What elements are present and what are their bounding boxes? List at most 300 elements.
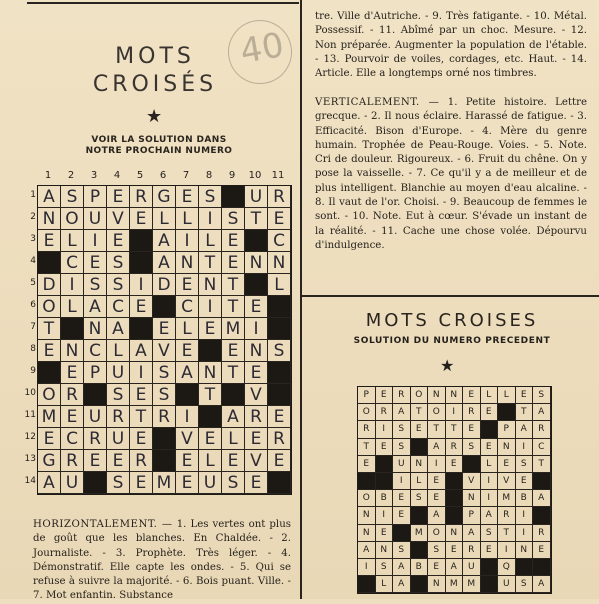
grid-cell: T xyxy=(222,296,245,318)
solution-top-rule xyxy=(302,295,599,297)
grid-cell: U xyxy=(199,472,222,494)
grid-cell: A xyxy=(358,542,376,559)
black-square xyxy=(533,473,551,490)
grid-cell: M xyxy=(446,576,464,593)
grid-cell: U xyxy=(463,559,481,576)
black-square xyxy=(376,456,394,473)
black-square xyxy=(446,490,464,507)
grid-cell: E xyxy=(84,450,107,472)
grid-cell: E xyxy=(446,456,464,473)
black-square xyxy=(533,507,551,524)
grid-cell: P xyxy=(84,362,107,384)
grid-cell: E xyxy=(393,490,411,507)
grid-cell: U xyxy=(107,428,130,450)
black-square xyxy=(222,186,245,208)
grid-cell: L xyxy=(222,428,245,450)
grid-cell: S xyxy=(268,340,291,362)
grid-cell: E xyxy=(516,473,534,490)
grid-cell: I xyxy=(376,421,394,438)
subtitle-line2: NOTRE PROCHAIN NUMERO xyxy=(85,146,233,156)
grid-cell: D xyxy=(38,274,61,296)
grid-cell: E xyxy=(481,439,499,456)
grid-cell: N xyxy=(446,525,464,542)
grid-cell: S xyxy=(107,384,130,406)
grid-cell: T xyxy=(411,404,429,421)
row-number: 5 xyxy=(30,278,36,288)
black-square xyxy=(84,472,107,494)
black-square xyxy=(268,362,291,384)
black-square xyxy=(463,456,481,473)
grid-cell: E xyxy=(481,542,499,559)
grid-cell: E xyxy=(38,428,61,450)
grid-cell: E xyxy=(376,439,394,456)
grid-cell: R xyxy=(61,384,84,406)
grid-cell: E xyxy=(268,450,291,472)
grid-cell: S xyxy=(153,384,176,406)
grid-cell: L xyxy=(176,208,199,230)
grid-cell: E xyxy=(393,507,411,524)
grid-cell: O xyxy=(38,296,61,318)
grid-cell: E xyxy=(222,340,245,362)
grid-cell: E xyxy=(199,428,222,450)
grid-cell: I xyxy=(481,490,499,507)
grid-cell: E xyxy=(61,362,84,384)
grid-cell: S xyxy=(222,208,245,230)
grid-cell: O xyxy=(428,525,446,542)
grid-cell: N xyxy=(376,542,394,559)
grid-cell: E xyxy=(481,404,499,421)
grid-cell: N xyxy=(176,252,199,274)
grid-cell: S xyxy=(428,542,446,559)
grid-cell: I xyxy=(199,208,222,230)
black-square xyxy=(411,576,429,593)
black-square xyxy=(481,576,499,593)
grid-cell: E xyxy=(130,296,153,318)
grid-cell: S xyxy=(199,186,222,208)
grid-cell: V xyxy=(176,428,199,450)
grid-cell: T xyxy=(222,274,245,296)
grid-cell: C xyxy=(61,252,84,274)
grid-cell: C xyxy=(533,439,551,456)
grid-cell: N xyxy=(61,340,84,362)
grid-cell: A xyxy=(516,421,534,438)
black-square xyxy=(153,450,176,472)
black-square xyxy=(358,576,376,593)
black-square xyxy=(61,318,84,340)
solution-subtitle: SOLUTION DU NUMERO PRECEDENT xyxy=(353,336,551,346)
black-square xyxy=(38,252,61,274)
grid-cell: N xyxy=(516,542,534,559)
grid-cell: N xyxy=(199,362,222,384)
grid-cell: V xyxy=(107,208,130,230)
grid-cell: R xyxy=(130,186,153,208)
grid-cell: U xyxy=(107,362,130,384)
grid-cell: E xyxy=(428,559,446,576)
black-square xyxy=(130,252,153,274)
black-square xyxy=(446,473,464,490)
black-square xyxy=(393,525,411,542)
grid-cell: O xyxy=(428,404,446,421)
grid-cell: A xyxy=(533,576,551,593)
row-number: 3 xyxy=(30,234,36,244)
grid-cell: E xyxy=(176,450,199,472)
black-square xyxy=(199,406,222,428)
grid-cell: E xyxy=(463,387,481,404)
grid-cell: L xyxy=(199,450,222,472)
grid-cell: I xyxy=(446,404,464,421)
grid-cell: R xyxy=(376,404,394,421)
grid-cell: E xyxy=(130,428,153,450)
black-square xyxy=(84,384,107,406)
column-divider xyxy=(300,0,302,599)
grid-cell: R xyxy=(268,186,291,208)
solution-star: ★ xyxy=(440,356,455,375)
black-square xyxy=(130,230,153,252)
black-square xyxy=(446,507,464,524)
grid-cell: S xyxy=(393,542,411,559)
grid-cell: T xyxy=(516,404,534,421)
row-number: 12 xyxy=(24,432,36,442)
grid-cell: S xyxy=(107,252,130,274)
column-numbers xyxy=(32,170,302,184)
horizontal-clues-left xyxy=(33,518,291,604)
grid-cell: E xyxy=(176,340,199,362)
grid-cell: R xyxy=(463,542,481,559)
column-number: 11 xyxy=(271,170,285,181)
grid-cell: N xyxy=(428,387,446,404)
grid-cell: E xyxy=(245,362,268,384)
grid-cell: V xyxy=(245,450,268,472)
grid-cell: T xyxy=(199,384,222,406)
grid-cell: A xyxy=(446,559,464,576)
grid-cell: E xyxy=(428,490,446,507)
grid-cell: L xyxy=(376,576,394,593)
grid-cell: E xyxy=(428,473,446,490)
column-number: 9 xyxy=(228,170,236,181)
grid-cell: P xyxy=(358,387,376,404)
top-rule-left xyxy=(27,2,299,4)
grid-cell: S xyxy=(107,274,130,296)
grid-cell: R xyxy=(107,406,130,428)
grid-cell: A xyxy=(153,230,176,252)
vertical-clues-text: 1. Petite histoire. Lettre grecque. - 2. Il nous éclaire. Harassé de fatigue. - 3. Efficacité. Bison d'Europe. - 4. Mère du genre humain. Trophée de Peau-Rouge. Voies. - 5. Note. Cri de douleur. Rigoureux. - 6. Fruit du chêne. On y pose la vaisselle. - 7. Ce qu'il y a de meilleur et de plus intelligent. Blanchie au moyen d'eau alcaline. - 8. Il vaut de l'or. Choisi. - 9. Beaucoup de femmes le sont. - 10. Note. Eut à cœur. S'évade un instant de la réalité. - 11. Cache une chose volée. Dépourvu d'indulgence. xyxy=(315,97,587,251)
row-number: 9 xyxy=(30,366,36,376)
grid-cell: U xyxy=(84,208,107,230)
grid-cell: E xyxy=(245,472,268,494)
grid-cell: V xyxy=(245,384,268,406)
grid-cell: N xyxy=(268,252,291,274)
grid-cell: N xyxy=(358,507,376,524)
black-square xyxy=(411,507,429,524)
grid-cell: L xyxy=(268,274,291,296)
grid-cell: S xyxy=(481,525,499,542)
grid-cell: A xyxy=(130,340,153,362)
subtitle-line1: VOIR LA SOLUTION DANS xyxy=(91,135,227,145)
grid-cell: T xyxy=(245,208,268,230)
grid-cell: A xyxy=(393,576,411,593)
grid-cell: E xyxy=(107,450,130,472)
pencil-mark-text: 40 xyxy=(237,25,287,73)
grid-cell: V xyxy=(463,473,481,490)
grid-cell: U xyxy=(61,472,84,494)
grid-cell: A xyxy=(84,296,107,318)
grid-cell: I xyxy=(176,230,199,252)
grid-cell: E xyxy=(61,406,84,428)
grid-cell: A xyxy=(153,252,176,274)
black-square xyxy=(376,473,394,490)
grid-cell: M xyxy=(411,525,429,542)
grid-cell: P xyxy=(84,186,107,208)
grid-cell: E xyxy=(245,428,268,450)
grid-cell: O xyxy=(411,387,429,404)
grid-cell: S xyxy=(411,490,429,507)
black-square xyxy=(130,318,153,340)
grid-cell: E xyxy=(176,472,199,494)
grid-cell: A xyxy=(107,318,130,340)
grid-cell: T xyxy=(199,252,222,274)
grid-cell: S xyxy=(463,439,481,456)
horizontal-clues-right xyxy=(315,10,587,81)
grid-cell: E xyxy=(130,472,153,494)
black-square xyxy=(222,384,245,406)
grid-cell: T xyxy=(533,456,551,473)
grid-cell: N xyxy=(411,456,429,473)
grid-cell: R xyxy=(498,507,516,524)
grid-cell: I xyxy=(498,542,516,559)
grid-cell: I xyxy=(516,525,534,542)
grid-cell: E xyxy=(463,421,481,438)
grid-cell: E xyxy=(446,542,464,559)
black-square xyxy=(245,274,268,296)
grid-cell: A xyxy=(393,404,411,421)
column-number: 4 xyxy=(113,170,121,181)
grid-cell: I xyxy=(130,274,153,296)
grid-cell: V xyxy=(153,340,176,362)
grid-cell: E xyxy=(38,230,61,252)
grid-cell: E xyxy=(222,252,245,274)
column-number: 3 xyxy=(90,170,98,181)
grid-cell: B xyxy=(411,559,429,576)
grid-cell: S xyxy=(107,472,130,494)
black-square xyxy=(176,384,199,406)
grid-cell: A xyxy=(533,490,551,507)
star-ornament: ★ xyxy=(146,106,163,127)
grid-cell: R xyxy=(61,450,84,472)
grid-cell: L xyxy=(498,387,516,404)
grid-cell: I xyxy=(61,274,84,296)
black-square xyxy=(245,230,268,252)
grid-cell: S xyxy=(61,186,84,208)
grid-cell: S xyxy=(84,274,107,296)
grid-cell: E xyxy=(516,387,534,404)
grid-cell: L xyxy=(176,318,199,340)
row-number: 13 xyxy=(24,454,36,464)
row-number: 11 xyxy=(24,410,36,420)
grid-cell: N xyxy=(245,340,268,362)
row-number: 4 xyxy=(30,256,36,266)
grid-cell: E xyxy=(498,456,516,473)
row-number: 2 xyxy=(30,212,36,222)
grid-cell: M xyxy=(498,490,516,507)
column-number: 6 xyxy=(159,170,167,181)
grid-cell: I xyxy=(199,296,222,318)
puzzle-title-line2: CROISÉS xyxy=(92,72,218,97)
black-square xyxy=(411,439,429,456)
grid-cell: T xyxy=(130,406,153,428)
grid-cell: B xyxy=(516,490,534,507)
grid-cell: A xyxy=(481,507,499,524)
grid-cell: L xyxy=(481,387,499,404)
grid-cell: S xyxy=(533,387,551,404)
grid-cell: S xyxy=(153,362,176,384)
solution-title: MOTS CROISES xyxy=(365,310,539,331)
grid-cell: P xyxy=(463,507,481,524)
grid-cell: N xyxy=(199,274,222,296)
grid-cell: Q xyxy=(498,559,516,576)
grid-cell: S xyxy=(393,421,411,438)
grid-cell: U xyxy=(498,576,516,593)
puzzle-title-line1: MOTS xyxy=(115,44,195,69)
grid-cell: T xyxy=(38,318,61,340)
grid-cell: M xyxy=(153,472,176,494)
column-number: 10 xyxy=(248,170,262,181)
grid-cell: I xyxy=(130,362,153,384)
grid-cell: A xyxy=(222,406,245,428)
grid-cell: T xyxy=(498,525,516,542)
column-number: 8 xyxy=(205,170,213,181)
grid-cell: I xyxy=(245,318,268,340)
grid-cell: B xyxy=(376,490,394,507)
grid-cell: I xyxy=(481,473,499,490)
grid-cell: T xyxy=(222,362,245,384)
black-square xyxy=(268,472,291,494)
grid-cell: O xyxy=(38,384,61,406)
grid-cell: M xyxy=(38,406,61,428)
grid-cell: S xyxy=(516,576,534,593)
grid-cell: A xyxy=(428,507,446,524)
grid-cell: N xyxy=(38,208,61,230)
horizontal-heading: HORIZONTALEMENT. — xyxy=(33,519,173,530)
grid-cell: N xyxy=(498,439,516,456)
grid-cell: R xyxy=(268,428,291,450)
grid-cell: C xyxy=(176,296,199,318)
black-square xyxy=(481,421,499,438)
grid-cell: L xyxy=(61,296,84,318)
grid-cell: A xyxy=(463,525,481,542)
black-square xyxy=(411,542,429,559)
grid-cell: S xyxy=(393,439,411,456)
grid-cell: L xyxy=(411,473,429,490)
grid-cell: E xyxy=(130,384,153,406)
grid-cell: R xyxy=(446,439,464,456)
grid-cell: C xyxy=(107,296,130,318)
grid-cell: I xyxy=(358,559,376,576)
grid-cell: N xyxy=(428,576,446,593)
grid-cell: C xyxy=(84,340,107,362)
grid-cell: R xyxy=(153,406,176,428)
grid-cell: I xyxy=(376,507,394,524)
column-number: 7 xyxy=(182,170,190,181)
grid-cell: E xyxy=(268,406,291,428)
grid-cell: R xyxy=(245,406,268,428)
grid-cell: E xyxy=(245,296,268,318)
grid-cell: G xyxy=(38,450,61,472)
grid-cell: L xyxy=(199,230,222,252)
grid-cell: S xyxy=(516,456,534,473)
column-number: 2 xyxy=(67,170,75,181)
black-square xyxy=(199,340,222,362)
black-square xyxy=(498,404,516,421)
horizontal-clues-text: 1. Les vertes ont plus de goût que les blanches. En Chaldée. - 2. Journaliste. - 3. Prophète. Très léger. - 4. Démonstratif. Elle capte les ondes. - 5. Qui se refuse à suivre la majorité. - 6. Bois puant. Ville. - 7. Mot enfantin. Substance xyxy=(33,519,291,602)
grid-cell: E xyxy=(199,318,222,340)
horizontal-clues-continued: tre. Ville d'Autriche. - 9. Très fatigante. - 10. Métal. Possessif. - 11. Abîmé par un choc. Mesure. - 12. Non préparée. Augmenter la population de l'étable. - 13. Pourvoir de voiles, cordages, etc. Haut. - 14. Article. Elle a longtemps orné nos timbres. xyxy=(315,11,587,80)
grid-cell: U xyxy=(245,186,268,208)
black-square xyxy=(153,296,176,318)
black-square xyxy=(358,473,376,490)
row-number: 7 xyxy=(30,322,36,332)
grid-cell: P xyxy=(498,421,516,438)
grid-cell: O xyxy=(61,208,84,230)
grid-cell: N xyxy=(245,252,268,274)
black-square xyxy=(481,559,499,576)
row-number: 1 xyxy=(30,190,36,200)
grid-cell: R xyxy=(533,525,551,542)
black-square xyxy=(38,362,61,384)
grid-cell: N xyxy=(84,318,107,340)
grid-cell: I xyxy=(516,507,534,524)
grid-cell: R xyxy=(130,450,153,472)
grid-cell: A xyxy=(176,362,199,384)
grid-cell: E xyxy=(358,456,376,473)
grid-cell: L xyxy=(481,456,499,473)
row-number: 14 xyxy=(24,476,36,486)
grid-cell: T xyxy=(428,421,446,438)
grid-cell: C xyxy=(61,428,84,450)
grid-cell: I xyxy=(428,456,446,473)
grid-cell: E xyxy=(222,450,245,472)
grid-cell: L xyxy=(107,340,130,362)
grid-cell: E xyxy=(107,186,130,208)
black-square xyxy=(268,384,291,406)
grid-cell: R xyxy=(358,421,376,438)
grid-cell: D xyxy=(153,274,176,296)
grid-cell: E xyxy=(376,525,394,542)
black-square xyxy=(533,559,551,576)
black-square xyxy=(268,296,291,318)
grid-cell: M xyxy=(463,576,481,593)
grid-cell: N xyxy=(358,525,376,542)
grid-cell: E xyxy=(533,542,551,559)
grid-cell: A xyxy=(38,186,61,208)
grid-cell: S xyxy=(222,472,245,494)
grid-cell: E xyxy=(107,230,130,252)
grid-cell: I xyxy=(516,439,534,456)
grid-cell: E xyxy=(176,186,199,208)
grid-cell: A xyxy=(428,439,446,456)
grid-cell: E xyxy=(130,208,153,230)
grid-cell: U xyxy=(393,456,411,473)
grid-cell: C xyxy=(268,230,291,252)
row-number: 10 xyxy=(24,388,36,398)
grid-cell: V xyxy=(498,473,516,490)
grid-cell: S xyxy=(376,559,394,576)
row-number: 6 xyxy=(30,300,36,310)
grid-cell: N xyxy=(446,387,464,404)
grid-cell: T xyxy=(358,439,376,456)
vertical-clues xyxy=(315,96,587,253)
grid-cell: R xyxy=(533,421,551,438)
grid-cell: E xyxy=(376,387,394,404)
